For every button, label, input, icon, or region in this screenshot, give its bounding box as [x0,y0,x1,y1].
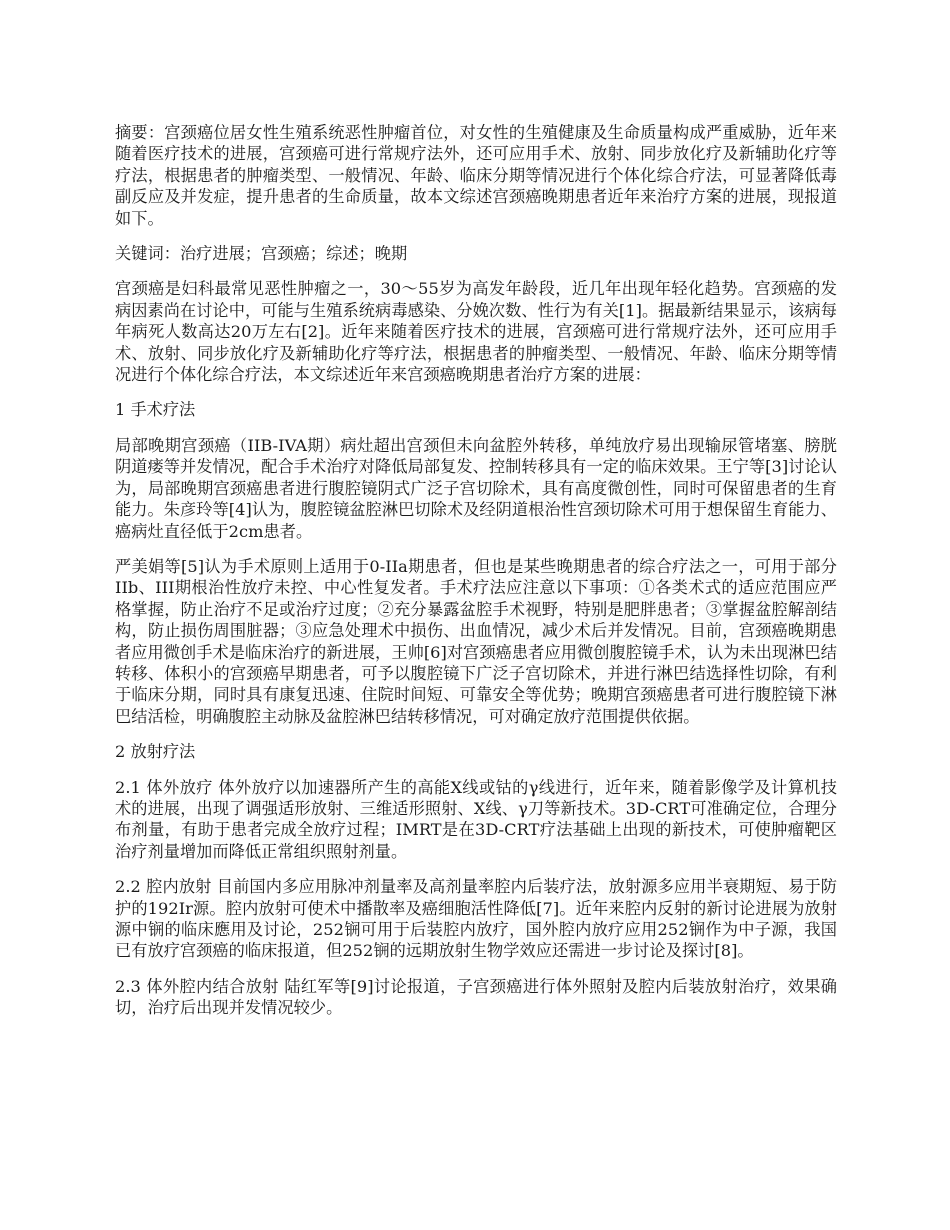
subsection-2-1-paragraph [115,777,837,863]
section-1-paragraph-1: 局部晚期宫颈癌（IIB-IVA期）病灶超出宫颈但未向盆腔外转移，单纯放疗易出现输尿管堵塞、膀胱阴道瘘等并发情况，配合手术治疗对降低局部复发、控制转移具有一定的临床效果。王宁等[3]讨论认为，局部晚期宫颈癌患者进行腹腔镜阴式广泛子宫切除术，具有高度微创性，同时可保留患者的生育能力。朱彦玲等[4]认为，腹腔镜盆腔淋巴切除术及经阴道根治性宫颈切除术可用于想保留生育能力、癌病灶直径低于2cm患者。 [115,435,837,541]
subsection-2-1-title: 2.1 体外放疗 [115,777,213,797]
section-1-heading: 1 手术疗法 [115,400,196,420]
document-body [115,122,837,1033]
keywords-line: 关键词：治疗进展；宫颈癌；综述；晚期 [115,244,408,264]
subsection-2-2-title: 2.2 腔内放射 [115,877,212,897]
subsection-2-3-paragraph [115,976,837,1019]
subsection-2-3-text: 陆红军等[9]讨论报道，子宫颈癌进行体外照射及腔内后装放射治疗，效果确切，治疗后出现并发情况较少。 [115,976,837,1018]
section-1-paragraph-2: 严美娟等[5]认为手术原则上适用于0-IIa期患者，但也是某些晚期患者的综合疗法之一，可用于部分IIb、III期根治性放疗未控、中心性复发者。手术疗法应注意以下事项：①各类术式的适应范围应严格掌握，防止治疗不足或治疗过度；②充分暴露盆腔手术视野，特别是肥胖患者；③掌握盆腔解剖结构，防止损伤周围脏器；③应急处理术中损伤、出血情况，减少术后并发情况。目前，宫颈癌晚期患者应用微创手术是临床治疗的新进展，王帅[6]对宫颈癌患者应用微创腹腔镜手术，认为未出现淋巴结转移、体积小的宫颈癌早期患者，可予以腹腔镜下广泛子宫切除术，并进行淋巴结选择性切除，有利于临床分期，同时具有康复迅速、住院时间短、可靠安全等优势；晚期宫颈癌患者可进行腹腔镜下淋巴结活检，明确腹腔主动脉及盆腔淋巴结转移情况，可对确定放疗范围提供依据。 [115,556,837,726]
section-2-heading: 2 放射疗法 [115,742,196,762]
subsection-2-2-paragraph [115,876,837,962]
intro-paragraph: 宫颈癌是妇科最常见恶性肿瘤之一，30～55岁为高发年龄段，近几年出现年轻化趋势。宫颈癌的发病因素尚在讨论中，可能与生殖系统病毒感染、分娩次数、性行为有关[1]。据最新结果显示，该病每年病死人数高达20万左右[2]。近年来随着医疗技术的进展，宫颈癌可进行常规疗法外，还可应用手术、放射、同步放化疗及新辅助化疗等疗法，根据患者的肿瘤类型、一般情况、年龄、临床分期等情况进行个体化综合疗法，本文综述近年来宫颈癌晚期患者治疗方案的进展： [115,279,837,385]
abstract-paragraph: 摘要：宫颈癌位居女性生殖系统恶性肿瘤首位，对女性的生殖健康及生命质量构成严重威胁，近年来随着医疗技术的进展，宫颈癌可进行常规疗法外，还可应用手术、放射、同步放化疗及新辅助化疗等疗法，根据患者的肿瘤类型、一般情况、年龄、临床分期等情况进行个体化综合疗法，可显著降低毒副反应及并发症，提升患者的生命质量，故本文综述宫颈癌晚期患者近年来治疗方案的进展，现报道如下。 [115,123,837,228]
subsection-2-1-text: 体外放疗以加速器所产生的高能X线或钴的γ线进行，近年来，随着影像学及计算机技术的进展，出现了调强适形放射、三维适形照射、X线、γ刀等新技术。3D-CRT可准确定位，合理分布剂量，有助于患者完成全放疗过程；IMRT是在3D-CRT疗法基础上出现的新技术，可使肿瘤靶区治疗剂量增加而降低正常组织照射剂量。 [115,777,837,861]
subsection-2-3-title: 2.3 体外腔内结合放射 [115,976,279,996]
subsection-2-2-text: 目前国内多应用脉冲剂量率及高剂量率腔内后装疗法，放射源多应用半衰期短、易于防护的192Ir源。腔内放射可使术中播散率及癌细胞活性降低[7]。近年来腔内反射的新讨论进展为放射源中锎的临床應用及讨论，252锎可用于后装腔内放疗，国外腔内放疗应用252锎作为中子源，我国已有放疗宫颈癌的临床报道，但252锎的远期放射生物学效应还需进一步讨论及探讨[8]。 [115,877,838,961]
